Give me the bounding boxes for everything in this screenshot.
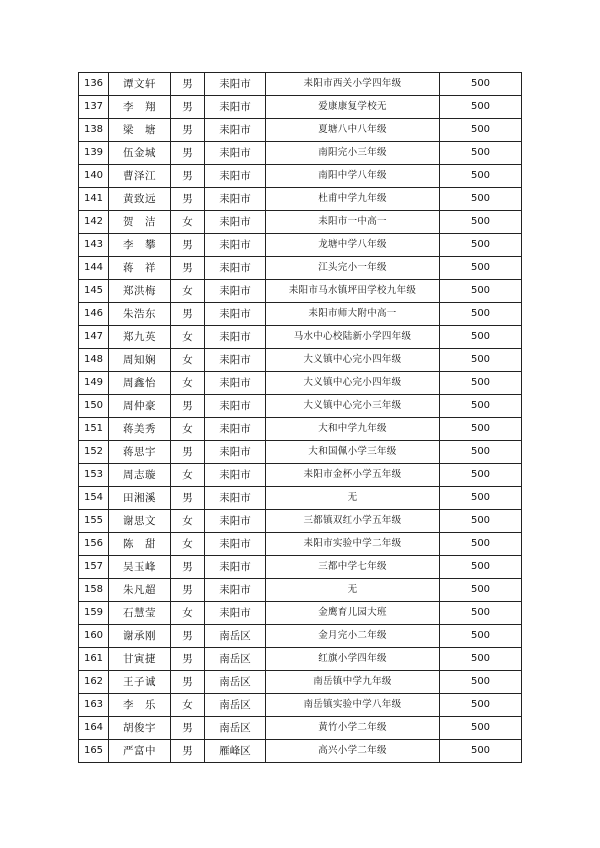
row-number-cell: 138 xyxy=(79,119,109,142)
row-number-cell: 147 xyxy=(79,326,109,349)
amount-cell: 500 xyxy=(440,395,522,418)
gender-cell: 男 xyxy=(171,119,205,142)
row-number-cell: 146 xyxy=(79,303,109,326)
table-row xyxy=(79,165,522,188)
gender-cell: 男 xyxy=(171,73,205,96)
district-cell: 耒阳市 xyxy=(205,372,266,395)
name-cell: 周志璇 xyxy=(109,464,171,487)
amount-cell: 500 xyxy=(440,303,522,326)
district-cell: 耒阳市 xyxy=(205,280,266,303)
name-cell: 蒋 祥 xyxy=(109,257,171,280)
name-cell: 谭文轩 xyxy=(109,73,171,96)
gender-cell: 女 xyxy=(171,464,205,487)
name-cell: 梁 塘 xyxy=(109,119,171,142)
amount-cell: 500 xyxy=(440,625,522,648)
district-cell: 耒阳市 xyxy=(205,533,266,556)
table-row xyxy=(79,234,522,257)
school-grade-cell: 耒阳市金杯小学五年级 xyxy=(266,464,440,487)
amount-cell: 500 xyxy=(440,418,522,441)
school-grade-cell: 红旗小学四年级 xyxy=(266,648,440,671)
gender-cell: 男 xyxy=(171,487,205,510)
school-grade-cell: 江头完小一年级 xyxy=(266,257,440,280)
name-cell: 陈 甜 xyxy=(109,533,171,556)
name-cell: 王子诚 xyxy=(109,671,171,694)
gender-cell: 男 xyxy=(171,579,205,602)
gender-cell: 男 xyxy=(171,441,205,464)
table-row xyxy=(79,487,522,510)
row-number-cell: 156 xyxy=(79,533,109,556)
school-grade-cell: 南阳中学八年级 xyxy=(266,165,440,188)
name-cell: 朱凡超 xyxy=(109,579,171,602)
gender-cell: 女 xyxy=(171,211,205,234)
school-grade-cell: 金鹰育儿园大班 xyxy=(266,602,440,625)
district-cell: 耒阳市 xyxy=(205,349,266,372)
name-cell: 严富中 xyxy=(109,740,171,763)
name-cell: 郑九英 xyxy=(109,326,171,349)
district-cell: 耒阳市 xyxy=(205,142,266,165)
gender-cell: 女 xyxy=(171,280,205,303)
amount-cell: 500 xyxy=(440,717,522,740)
name-cell: 吴玉峰 xyxy=(109,556,171,579)
table-row xyxy=(79,464,522,487)
name-cell: 黄致远 xyxy=(109,188,171,211)
gender-cell: 男 xyxy=(171,234,205,257)
district-cell: 耒阳市 xyxy=(205,257,266,280)
amount-cell: 500 xyxy=(440,671,522,694)
district-cell: 耒阳市 xyxy=(205,96,266,119)
row-number-cell: 137 xyxy=(79,96,109,119)
district-cell: 耒阳市 xyxy=(205,464,266,487)
name-cell: 郑洪梅 xyxy=(109,280,171,303)
table-row xyxy=(79,441,522,464)
gender-cell: 男 xyxy=(171,395,205,418)
school-grade-cell: 南岳镇中学九年级 xyxy=(266,671,440,694)
name-cell: 周知娴 xyxy=(109,349,171,372)
table-row xyxy=(79,418,522,441)
school-grade-cell: 大义镇中心完小四年级 xyxy=(266,349,440,372)
school-grade-cell: 大和中学九年级 xyxy=(266,418,440,441)
name-cell: 谢思文 xyxy=(109,510,171,533)
table-row xyxy=(79,671,522,694)
district-cell: 雁峰区 xyxy=(205,740,266,763)
row-number-cell: 158 xyxy=(79,579,109,602)
gender-cell: 男 xyxy=(171,625,205,648)
table-row xyxy=(79,648,522,671)
amount-cell: 500 xyxy=(440,188,522,211)
amount-cell: 500 xyxy=(440,533,522,556)
roster-table xyxy=(78,72,522,763)
school-grade-cell: 高兴小学二年级 xyxy=(266,740,440,763)
gender-cell: 女 xyxy=(171,418,205,441)
table-row xyxy=(79,395,522,418)
row-number-cell: 160 xyxy=(79,625,109,648)
table-row xyxy=(79,740,522,763)
gender-cell: 男 xyxy=(171,96,205,119)
gender-cell: 女 xyxy=(171,326,205,349)
district-cell: 耒阳市 xyxy=(205,119,266,142)
name-cell: 朱浩东 xyxy=(109,303,171,326)
district-cell: 耒阳市 xyxy=(205,303,266,326)
row-number-cell: 162 xyxy=(79,671,109,694)
table-row xyxy=(79,349,522,372)
school-grade-cell: 龙塘中学八年级 xyxy=(266,234,440,257)
amount-cell: 500 xyxy=(440,648,522,671)
table-row xyxy=(79,510,522,533)
name-cell: 曹泽江 xyxy=(109,165,171,188)
name-cell: 蒋思宇 xyxy=(109,441,171,464)
amount-cell: 500 xyxy=(440,280,522,303)
school-grade-cell: 耒阳市实验中学二年级 xyxy=(266,533,440,556)
name-cell: 周鑫怡 xyxy=(109,372,171,395)
row-number-cell: 150 xyxy=(79,395,109,418)
district-cell: 南岳区 xyxy=(205,694,266,717)
district-cell: 耒阳市 xyxy=(205,211,266,234)
row-number-cell: 159 xyxy=(79,602,109,625)
row-number-cell: 139 xyxy=(79,142,109,165)
amount-cell: 500 xyxy=(440,165,522,188)
gender-cell: 男 xyxy=(171,648,205,671)
gender-cell: 女 xyxy=(171,533,205,556)
table-row xyxy=(79,96,522,119)
district-cell: 耒阳市 xyxy=(205,556,266,579)
table-row xyxy=(79,579,522,602)
gender-cell: 男 xyxy=(171,257,205,280)
table-row xyxy=(79,533,522,556)
gender-cell: 男 xyxy=(171,671,205,694)
district-cell: 耒阳市 xyxy=(205,579,266,602)
district-cell: 耒阳市 xyxy=(205,73,266,96)
district-cell: 耒阳市 xyxy=(205,234,266,257)
row-number-cell: 154 xyxy=(79,487,109,510)
name-cell: 蒋美秀 xyxy=(109,418,171,441)
school-grade-cell: 耒阳市一中高一 xyxy=(266,211,440,234)
row-number-cell: 163 xyxy=(79,694,109,717)
row-number-cell: 144 xyxy=(79,257,109,280)
district-cell: 耒阳市 xyxy=(205,165,266,188)
district-cell: 南岳区 xyxy=(205,671,266,694)
row-number-cell: 161 xyxy=(79,648,109,671)
amount-cell: 500 xyxy=(440,372,522,395)
table-row xyxy=(79,326,522,349)
table-row xyxy=(79,694,522,717)
table-row xyxy=(79,73,522,96)
district-cell: 耒阳市 xyxy=(205,487,266,510)
row-number-cell: 164 xyxy=(79,717,109,740)
gender-cell: 女 xyxy=(171,372,205,395)
name-cell: 李 攀 xyxy=(109,234,171,257)
district-cell: 耒阳市 xyxy=(205,441,266,464)
gender-cell: 女 xyxy=(171,694,205,717)
name-cell: 胡俊宇 xyxy=(109,717,171,740)
row-number-cell: 140 xyxy=(79,165,109,188)
school-grade-cell: 金月完小二年级 xyxy=(266,625,440,648)
row-number-cell: 149 xyxy=(79,372,109,395)
table-row xyxy=(79,119,522,142)
row-number-cell: 153 xyxy=(79,464,109,487)
gender-cell: 男 xyxy=(171,556,205,579)
amount-cell: 500 xyxy=(440,257,522,280)
name-cell: 谢承刚 xyxy=(109,625,171,648)
table-row xyxy=(79,556,522,579)
amount-cell: 500 xyxy=(440,211,522,234)
school-grade-cell: 三都中学七年级 xyxy=(266,556,440,579)
school-grade-cell: 三都镇双红小学五年级 xyxy=(266,510,440,533)
amount-cell: 500 xyxy=(440,234,522,257)
school-grade-cell: 杜甫中学九年级 xyxy=(266,188,440,211)
district-cell: 耒阳市 xyxy=(205,326,266,349)
gender-cell: 女 xyxy=(171,349,205,372)
amount-cell: 500 xyxy=(440,740,522,763)
roster-table-body xyxy=(79,73,522,763)
gender-cell: 男 xyxy=(171,303,205,326)
row-number-cell: 145 xyxy=(79,280,109,303)
school-grade-cell: 大义镇中心完小四年级 xyxy=(266,372,440,395)
name-cell: 李 乐 xyxy=(109,694,171,717)
row-number-cell: 152 xyxy=(79,441,109,464)
name-cell: 田湘溪 xyxy=(109,487,171,510)
district-cell: 耒阳市 xyxy=(205,602,266,625)
school-grade-cell: 南阳完小三年级 xyxy=(266,142,440,165)
name-cell: 伍金城 xyxy=(109,142,171,165)
row-number-cell: 143 xyxy=(79,234,109,257)
amount-cell: 500 xyxy=(440,579,522,602)
amount-cell: 500 xyxy=(440,487,522,510)
district-cell: 南岳区 xyxy=(205,648,266,671)
table-row xyxy=(79,372,522,395)
amount-cell: 500 xyxy=(440,602,522,625)
row-number-cell: 155 xyxy=(79,510,109,533)
school-grade-cell: 无 xyxy=(266,487,440,510)
table-row xyxy=(79,257,522,280)
amount-cell: 500 xyxy=(440,556,522,579)
district-cell: 耒阳市 xyxy=(205,510,266,533)
gender-cell: 男 xyxy=(171,165,205,188)
school-grade-cell: 无 xyxy=(266,579,440,602)
district-cell: 耒阳市 xyxy=(205,188,266,211)
school-grade-cell: 夏塘八中八年级 xyxy=(266,119,440,142)
row-number-cell: 151 xyxy=(79,418,109,441)
school-grade-cell: 爱康康复学校无 xyxy=(266,96,440,119)
amount-cell: 500 xyxy=(440,510,522,533)
row-number-cell: 148 xyxy=(79,349,109,372)
table-row xyxy=(79,142,522,165)
table-row xyxy=(79,625,522,648)
district-cell: 耒阳市 xyxy=(205,418,266,441)
name-cell: 石慧莹 xyxy=(109,602,171,625)
district-cell: 南岳区 xyxy=(205,625,266,648)
table-row xyxy=(79,602,522,625)
school-grade-cell: 黄竹小学二年级 xyxy=(266,717,440,740)
gender-cell: 女 xyxy=(171,510,205,533)
school-grade-cell: 耒阳市西关小学四年级 xyxy=(266,73,440,96)
row-number-cell: 142 xyxy=(79,211,109,234)
gender-cell: 女 xyxy=(171,602,205,625)
gender-cell: 男 xyxy=(171,188,205,211)
amount-cell: 500 xyxy=(440,464,522,487)
amount-cell: 500 xyxy=(440,441,522,464)
amount-cell: 500 xyxy=(440,326,522,349)
name-cell: 周仲豪 xyxy=(109,395,171,418)
school-grade-cell: 耒阳市马水镇坪田学校九年级 xyxy=(266,280,440,303)
gender-cell: 男 xyxy=(171,142,205,165)
row-number-cell: 157 xyxy=(79,556,109,579)
gender-cell: 男 xyxy=(171,740,205,763)
school-grade-cell: 大和国佩小学三年级 xyxy=(266,441,440,464)
row-number-cell: 141 xyxy=(79,188,109,211)
amount-cell: 500 xyxy=(440,73,522,96)
row-number-cell: 165 xyxy=(79,740,109,763)
amount-cell: 500 xyxy=(440,694,522,717)
amount-cell: 500 xyxy=(440,96,522,119)
amount-cell: 500 xyxy=(440,349,522,372)
row-number-cell: 136 xyxy=(79,73,109,96)
table-row xyxy=(79,717,522,740)
table-row xyxy=(79,280,522,303)
amount-cell: 500 xyxy=(440,142,522,165)
name-cell: 甘寅捷 xyxy=(109,648,171,671)
name-cell: 李 翔 xyxy=(109,96,171,119)
table-row xyxy=(79,303,522,326)
name-cell: 贺 洁 xyxy=(109,211,171,234)
table-row xyxy=(79,188,522,211)
district-cell: 南岳区 xyxy=(205,717,266,740)
amount-cell: 500 xyxy=(440,119,522,142)
gender-cell: 男 xyxy=(171,717,205,740)
district-cell: 耒阳市 xyxy=(205,395,266,418)
table-row xyxy=(79,211,522,234)
school-grade-cell: 马水中心校陆新小学四年级 xyxy=(266,326,440,349)
school-grade-cell: 大义镇中心完小三年级 xyxy=(266,395,440,418)
school-grade-cell: 耒阳市师大附中高一 xyxy=(266,303,440,326)
school-grade-cell: 南岳镇实验中学八年级 xyxy=(266,694,440,717)
